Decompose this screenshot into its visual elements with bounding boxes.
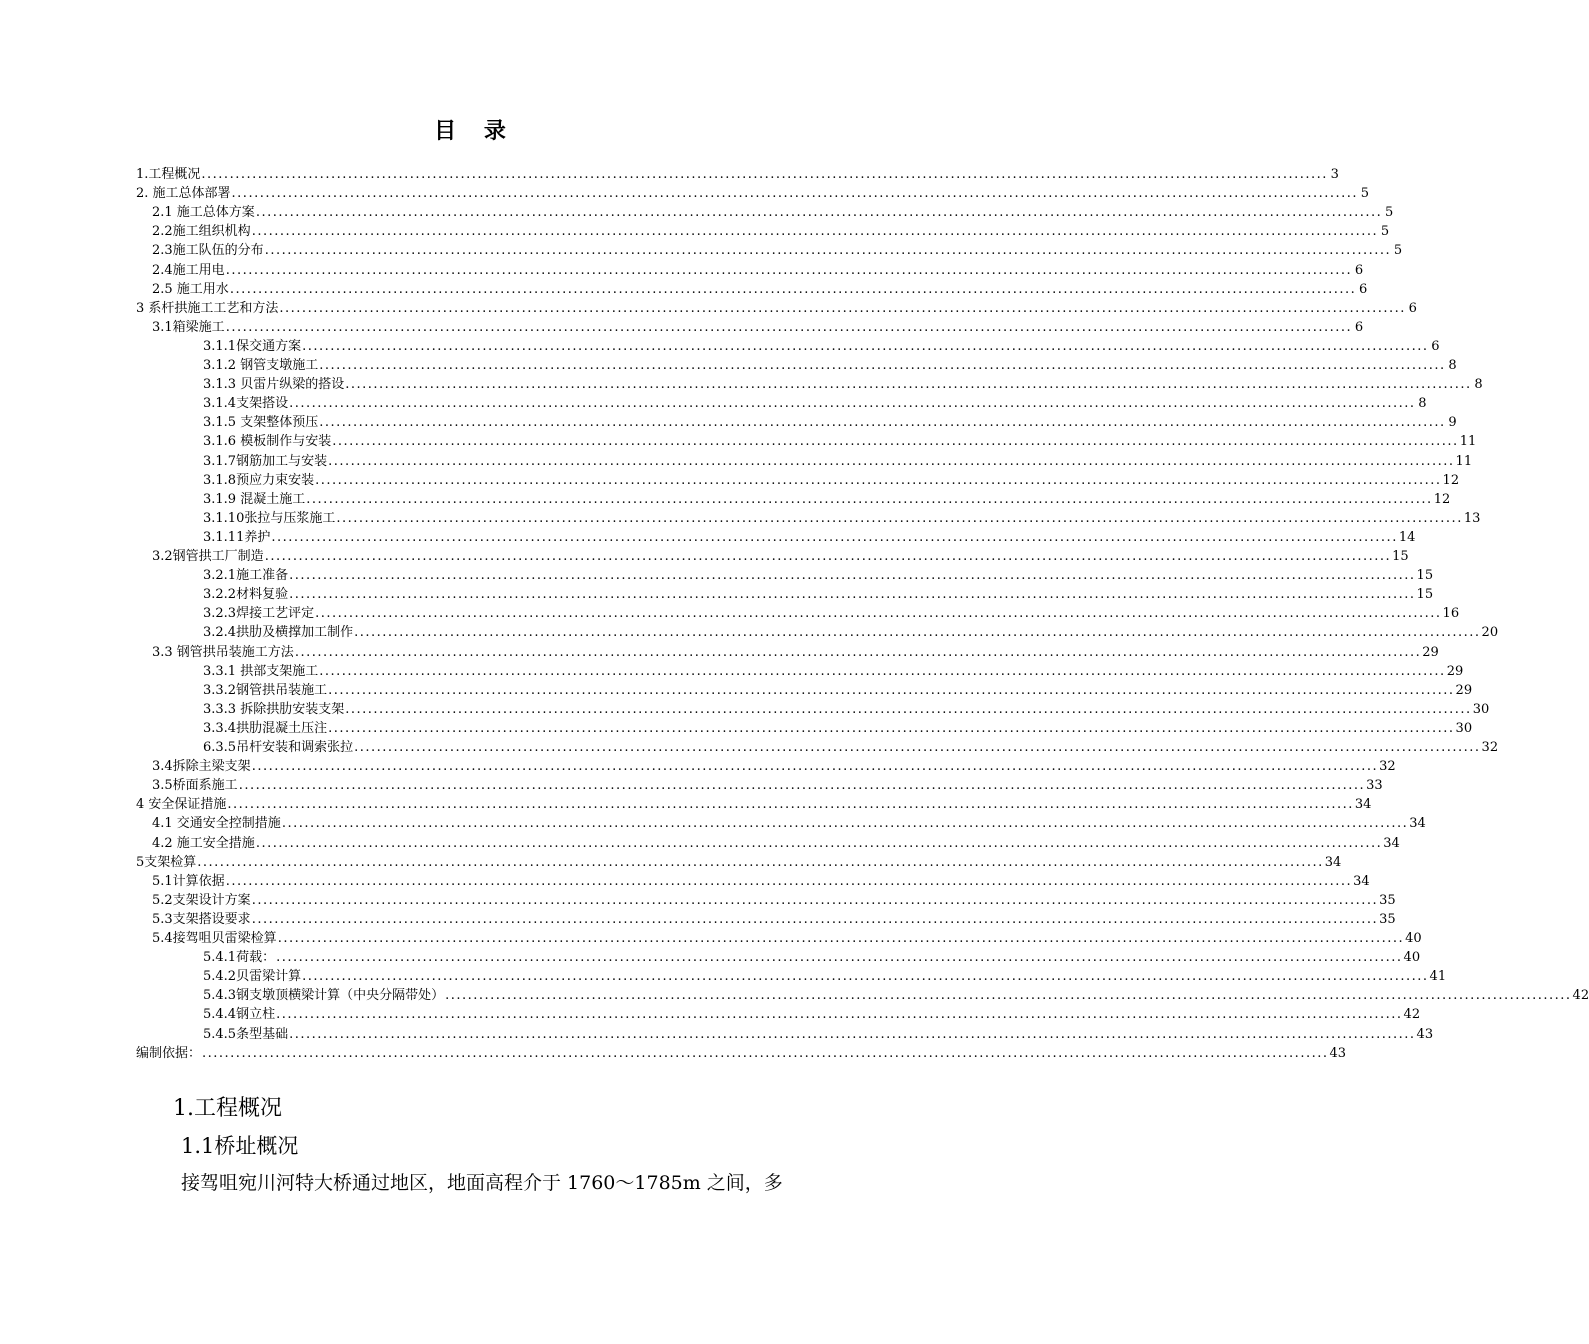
toc-leader-dots: ........................................................................................................................................................................................................ xyxy=(328,720,1455,736)
toc-entry-page: 6 xyxy=(1431,338,1440,354)
toc-leader-dots: ........................................................................................................................................................................................................ xyxy=(319,663,1446,679)
toc-leader-dots: ........................................................................................................................................................................................................ xyxy=(302,969,1429,985)
toc-entry-label: 5.3支架搭设要求 xyxy=(152,911,251,927)
toc-entry-label: 2.3施工队伍的分布 xyxy=(152,243,264,259)
toc-leader-dots: ........................................................................................................................................................................................................ xyxy=(336,510,1463,526)
toc-entry-label: 5.4接驾咀贝雷梁检算 xyxy=(152,931,277,946)
toc-entry-label: 2.1 施工总体方案 xyxy=(152,205,255,221)
toc-entry[interactable] xyxy=(203,432,1477,451)
toc-entry[interactable] xyxy=(203,948,1421,967)
toc-leader-dots: ........................................................................................................................................................................................................ xyxy=(251,224,1379,240)
toc-entry-label: 3.1箱梁施工 xyxy=(152,319,225,335)
toc-entry-label: 5.4.1荷载： xyxy=(203,950,276,966)
toc-leader-dots: ........................................................................................................................................................................................................ xyxy=(225,319,1353,335)
toc-entry-label: 5.4.4钢立柱 xyxy=(203,1007,276,1023)
toc-entry-page: 5 xyxy=(1360,186,1370,202)
toc-entry[interactable] xyxy=(152,891,1396,910)
toc-leader-dots: ........................................................................................................................................................................................................ xyxy=(276,1007,1403,1023)
toc-entry[interactable] xyxy=(203,337,1440,356)
toc-entry[interactable] xyxy=(136,184,1370,203)
toc-entry-label: 3.1.4支架搭设 xyxy=(203,396,289,412)
toc-entry[interactable] xyxy=(203,986,1589,1005)
toc-entry-label: 3.1.3 贝雷片纵梁的搭设 xyxy=(203,377,345,393)
body-paragraph: 接驾咀宛川河特大桥通过地区，地面高程介于 1760～1785m 之间，多 xyxy=(181,1172,783,1194)
toc-entry-page: 6 xyxy=(1354,262,1364,278)
toc-leader-dots: ........................................................................................................................................................................................................ xyxy=(315,606,1442,622)
toc-entry-label: 3.1.10张拉与压浆施工 xyxy=(203,510,336,526)
toc-entry[interactable] xyxy=(203,662,1464,681)
toc-entry-label: 3.4拆除主梁支架 xyxy=(152,759,251,775)
toc-entry-page: 43 xyxy=(1329,1045,1347,1061)
toc-entry-label: 5.4.2贝雷梁计算 xyxy=(203,969,302,985)
toc-leader-dots: ........................................................................................................................................................................................................ xyxy=(354,625,1481,641)
toc-entry-label: 4.1 交通安全控制措施 xyxy=(152,816,281,832)
toc-entry[interactable] xyxy=(152,643,1439,662)
toc-entry[interactable] xyxy=(136,795,1372,814)
toc-entry-page: 16 xyxy=(1442,606,1460,622)
toc-entry-page: 34 xyxy=(1353,873,1370,889)
toc-leader-dots: ........................................................................................................................................................................................................ xyxy=(315,472,1442,488)
toc-entry-page: 34 xyxy=(1324,854,1342,870)
toc-entry-label: 6.3.5吊杆安装和调索张拉 xyxy=(203,740,354,755)
toc-entry[interactable] xyxy=(152,872,1370,891)
toc-entry-label: 1.工程概况 xyxy=(136,167,201,182)
toc-entry-page: 8 xyxy=(1448,358,1457,373)
toc-entry-page: 8 xyxy=(1418,396,1427,412)
toc-leader-dots: ........................................................................................................................................................................................................ xyxy=(225,873,1353,889)
toc-entry[interactable] xyxy=(203,623,1499,642)
toc-entry-page: 42 xyxy=(1572,988,1589,1004)
toc-entry[interactable] xyxy=(203,681,1473,700)
toc-entry-label: 3 系杆拱施工工艺和方法 xyxy=(136,300,279,316)
toc-leader-dots: ........................................................................................................................................................................................................ xyxy=(255,835,1383,851)
toc-leader-dots: ........................................................................................................................................................................................................ xyxy=(302,338,1429,354)
toc-leader-dots: ........................................................................................................................................................................................................ xyxy=(289,587,1416,603)
section-heading: 1.工程概况 xyxy=(173,1096,282,1121)
toc-entry[interactable] xyxy=(203,356,1457,375)
toc-entry-label: 3.3.3 拆除拱肋安装支架 xyxy=(203,701,345,717)
toc-leader-dots: ........................................................................................................................................................................................................ xyxy=(276,950,1403,966)
toc-entry[interactable] xyxy=(152,241,1403,260)
toc-leader-dots: ........................................................................................................................................................................................................ xyxy=(279,300,1406,316)
toc-entry[interactable] xyxy=(203,452,1473,471)
toc-leader-dots: ........................................................................................................................................................................................................ xyxy=(255,205,1383,221)
toc-entry[interactable] xyxy=(136,1044,1347,1063)
toc-entry[interactable] xyxy=(203,375,1483,394)
toc-entry-label: 3.1.11养护 xyxy=(203,529,271,545)
toc-entry-page: 6 xyxy=(1408,300,1417,316)
toc-title: 目 录 xyxy=(434,119,516,144)
toc-entry-page: 13 xyxy=(1463,510,1481,526)
toc-leader-dots: ........................................................................................................................................................................................................ xyxy=(271,529,1398,545)
toc-entry[interactable] xyxy=(152,318,1364,337)
toc-entry-page: 11 xyxy=(1455,453,1473,469)
toc-leader-dots: ........................................................................................................................................................................................................ xyxy=(289,568,1416,584)
toc-entry-label: 2.2施工组织机构 xyxy=(152,224,251,240)
toc-leader-dots: ........................................................................................................................................................................................................ xyxy=(251,911,1379,927)
toc-entry-page: 29 xyxy=(1446,663,1464,679)
toc-entry[interactable] xyxy=(203,413,1457,432)
toc-entry-label: 2. 施工总体部署 xyxy=(136,186,231,202)
toc-leader-dots: ........................................................................................................................................................................................................ xyxy=(294,644,1422,660)
toc-leader-dots: ........................................................................................................................................................................................................ xyxy=(319,358,1446,373)
toc-leader-dots: ........................................................................................................................................................................................................ xyxy=(289,396,1416,412)
toc-entry-label: 3.1.8预应力束安装 xyxy=(203,472,315,488)
toc-entry-page: 15 xyxy=(1416,587,1434,603)
toc-entry-label: 3.1.2 钢管支墩施工 xyxy=(203,358,319,373)
toc-leader-dots: ........................................................................................................................................................................................................ xyxy=(306,491,1433,507)
toc-entry[interactable] xyxy=(152,203,1394,222)
toc-entry-label: 5.4.3钢支墩顶横梁计算（中央分隔带处） xyxy=(203,988,445,1004)
toc-entry[interactable] xyxy=(152,814,1426,833)
toc-leader-dots: ........................................................................................................................................................................................................ xyxy=(354,740,1481,755)
toc-entry-label: 2.4施工用电 xyxy=(152,262,225,278)
toc-leader-dots: ........................................................................................................................................................................................................ xyxy=(251,759,1379,775)
toc-leader-dots: ........................................................................................................................................................................................................ xyxy=(289,1026,1416,1042)
toc-leader-dots: ........................................................................................................................................................................................................ xyxy=(445,988,1572,1004)
toc-leader-dots: ........................................................................................................................................................................................................ xyxy=(201,167,1328,182)
toc-entry-label: 3.2钢管拱工厂制造 xyxy=(152,549,264,564)
toc-entry-page: 30 xyxy=(1472,701,1490,717)
toc-leader-dots: ........................................................................................................................................................................................................ xyxy=(332,434,1459,450)
toc-entry-page: 40 xyxy=(1403,950,1421,966)
toc-entry-page: 34 xyxy=(1354,797,1372,813)
toc-entry-label: 3.3.2钢管拱吊装施工 xyxy=(203,682,328,698)
toc-entry[interactable] xyxy=(152,929,1422,948)
toc-entry-page: 5 xyxy=(1393,243,1403,259)
toc-entry-label: 5支架检算 xyxy=(136,854,197,870)
toc-leader-dots: ........................................................................................................................................................................................................ xyxy=(197,854,1324,870)
toc-entry[interactable] xyxy=(203,1005,1421,1024)
toc-entry[interactable] xyxy=(152,280,1368,299)
toc-entry-page: 11 xyxy=(1459,434,1477,450)
toc-entry-label: 3.2.3焊接工艺评定 xyxy=(203,606,315,622)
toc-entry-page: 6 xyxy=(1354,319,1364,335)
toc-leader-dots: ........................................................................................................................................................................................................ xyxy=(238,778,1366,794)
toc-entry-page: 42 xyxy=(1403,1007,1421,1023)
toc-entry-label: 3.3.4拱肋混凝土压注 xyxy=(203,720,328,736)
toc-entry[interactable] xyxy=(203,566,1434,585)
toc-entry[interactable] xyxy=(152,757,1396,776)
toc-entry-page: 35 xyxy=(1379,892,1396,908)
toc-entry[interactable] xyxy=(203,490,1451,509)
toc-leader-dots: ........................................................................................................................................................................................................ xyxy=(251,892,1379,908)
toc-entry-page: 14 xyxy=(1398,529,1416,545)
toc-entry[interactable] xyxy=(136,165,1339,184)
toc-leader-dots: ........................................................................................................................................................................................................ xyxy=(264,549,1392,564)
toc-entry-page: 29 xyxy=(1422,644,1439,660)
toc-entry-label: 5.2支架设计方案 xyxy=(152,892,251,908)
toc-entry-label: 3.1.5 支架整体预压 xyxy=(203,415,319,431)
toc-entry-page: 29 xyxy=(1455,682,1473,698)
subsection-heading: 1.1桥址概况 xyxy=(181,1134,299,1158)
toc-entry-page: 40 xyxy=(1405,931,1422,946)
toc-leader-dots: ........................................................................................................................................................................................................ xyxy=(328,682,1455,698)
toc-entry[interactable] xyxy=(203,1025,1434,1044)
toc-entry[interactable] xyxy=(152,910,1396,929)
toc-entry[interactable] xyxy=(203,528,1416,547)
toc-entry-label: 2.5 施工用水 xyxy=(152,281,229,297)
toc-entry-label: 5.1计算依据 xyxy=(152,873,225,889)
toc-entry-page: 5 xyxy=(1380,224,1390,240)
toc-entry-page: 35 xyxy=(1379,911,1396,927)
toc-entry-label: 3.3 钢管拱吊装施工方法 xyxy=(152,644,294,660)
toc-entry-label: 编制依据： xyxy=(136,1045,202,1061)
toc-leader-dots: ........................................................................................................................................................................................................ xyxy=(225,262,1353,278)
toc-entry-page: 5 xyxy=(1385,205,1394,221)
toc-entry[interactable] xyxy=(136,853,1342,872)
toc-entry-page: 34 xyxy=(1383,835,1400,851)
toc-entry-page: 33 xyxy=(1366,778,1383,794)
toc-entry-label: 3.3.1 拱部支架施工 xyxy=(203,663,319,679)
toc-entry[interactable] xyxy=(136,299,1417,318)
toc-entry[interactable] xyxy=(203,394,1427,413)
toc-entry-page: 20 xyxy=(1481,625,1499,641)
toc-entry-page: 6 xyxy=(1359,281,1368,297)
toc-entry-label: 3.1.7钢筋加工与安装 xyxy=(203,453,328,469)
toc-entry-label: 5.4.5条型基础 xyxy=(203,1026,289,1042)
toc-entry[interactable] xyxy=(203,585,1434,604)
toc-entry-label: 3.1.1保交通方案 xyxy=(203,338,302,354)
toc-entry-label: 4.2 施工安全措施 xyxy=(152,835,255,851)
toc-entry[interactable] xyxy=(203,738,1499,757)
toc-entry-page: 15 xyxy=(1416,568,1434,584)
toc-entry-page: 15 xyxy=(1392,549,1409,564)
toc-entry-label: 3.2.4拱肋及横撑加工制作 xyxy=(203,625,354,641)
toc-entry[interactable] xyxy=(152,261,1364,280)
toc-leader-dots: ........................................................................................................................................................................................................ xyxy=(231,186,1359,202)
toc-entry[interactable] xyxy=(203,604,1460,623)
toc-entry[interactable] xyxy=(203,509,1481,528)
toc-leader-dots: ........................................................................................................................................................................................................ xyxy=(281,816,1409,832)
toc-leader-dots: ........................................................................................................................................................................................................ xyxy=(202,1045,1329,1061)
toc-entry[interactable] xyxy=(152,776,1383,795)
toc-entry-label: 3.2.1施工准备 xyxy=(203,568,289,584)
toc-entry-page: 32 xyxy=(1379,759,1396,775)
toc-entry-page: 30 xyxy=(1455,720,1473,736)
toc-entry-label: 3.5桥面系施工 xyxy=(152,778,238,794)
toc-leader-dots: ........................................................................................................................................................................................................ xyxy=(227,797,1354,813)
toc-entry-page: 12 xyxy=(1433,491,1451,507)
toc-entry[interactable] xyxy=(203,719,1473,738)
toc-entry-label: 3.1.6 模板制作与安装 xyxy=(203,434,332,450)
toc-entry-page: 9 xyxy=(1448,415,1457,431)
toc-entry-label: 3.2.2材料复验 xyxy=(203,587,289,603)
toc-entry-page: 34 xyxy=(1409,816,1426,832)
toc-entry-page: 12 xyxy=(1442,472,1460,488)
toc-leader-dots: ........................................................................................................................................................................................................ xyxy=(345,377,1472,393)
toc-leader-dots: ........................................................................................................................................................................................................ xyxy=(277,931,1405,946)
toc-entry[interactable] xyxy=(203,471,1460,490)
toc-entry-label: 4 安全保证措施 xyxy=(136,797,227,813)
toc-leader-dots: ........................................................................................................................................................................................................ xyxy=(264,243,1392,259)
toc-entry-page: 3 xyxy=(1330,167,1339,182)
toc-entry[interactable] xyxy=(152,547,1409,566)
toc-leader-dots: ........................................................................................................................................................................................................ xyxy=(345,701,1472,717)
toc-leader-dots: ........................................................................................................................................................................................................ xyxy=(229,281,1357,297)
toc-entry-page: 41 xyxy=(1429,969,1447,985)
toc-entry-page: 8 xyxy=(1474,377,1483,393)
toc-entry-page: 32 xyxy=(1481,740,1499,755)
toc-entry-page: 43 xyxy=(1416,1026,1434,1042)
toc-entry[interactable] xyxy=(152,222,1390,241)
toc-leader-dots: ........................................................................................................................................................................................................ xyxy=(319,415,1446,431)
toc-leader-dots: ........................................................................................................................................................................................................ xyxy=(328,453,1455,469)
toc-entry-label: 3.1.9 混凝土施工 xyxy=(203,491,306,507)
toc-entry[interactable] xyxy=(152,834,1400,853)
toc-entry[interactable] xyxy=(203,967,1447,986)
toc-entry[interactable] xyxy=(203,700,1490,719)
